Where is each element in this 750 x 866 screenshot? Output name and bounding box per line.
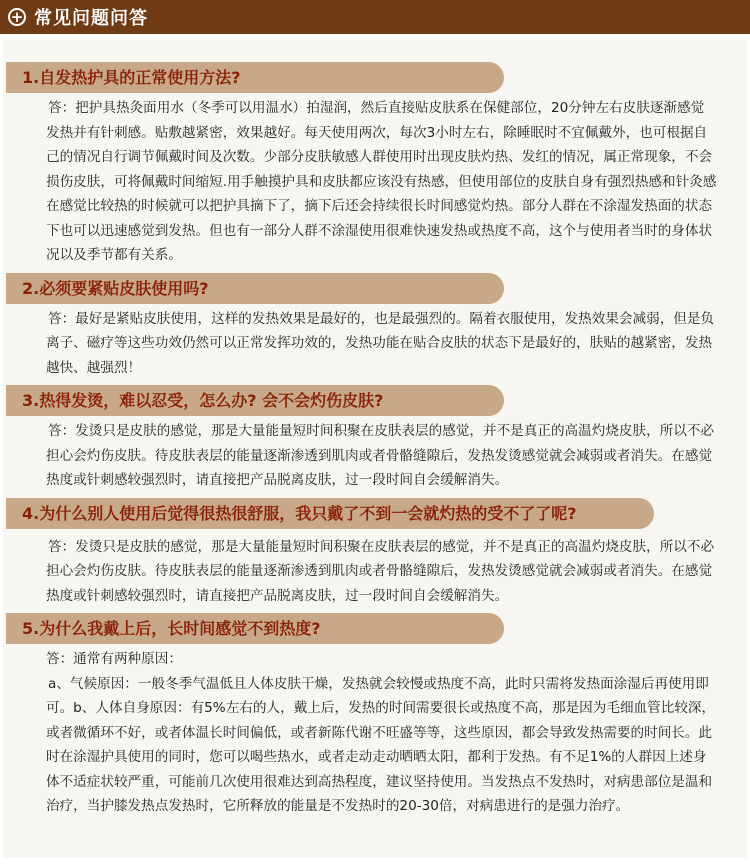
section-title: 常见问题问答 (34, 8, 148, 29)
section-header (0, 0, 750, 34)
faq-answer-1 (3, 93, 747, 273)
faq-question-1: 1.自发热护具的正常使用方法? (6, 62, 504, 93)
faq-answer-2-text: 答：最好是紧贴皮肤使用，这样的发热效果是最好的，也是最强烈的。隔着衣服使用，发热效果会减弱，但是负离子、磁疗等这些功效仍然可以正常发挥功效的，发热功能在贴合皮肤的状态下是最好的，肤贴的越紧密，发热越快、越强烈！ (46, 310, 715, 376)
faq-answer-4-text: 答：发烫只是皮肤的感觉，那是大量能量短时间积聚在皮肤表层的感觉，并不是真正的高温灼烧皮肤，所以不必担心会灼伤皮肤。待皮肤表层的能量逐渐渗透到肌肉或者骨骼缝隙后，发热发烫感觉就会减弱或者消失。在感觉热度或针刺感较强烈时，请直接把产品脱离皮肤，过一段时间自会缓解消失。 (46, 538, 715, 604)
faq-answer-5-text: a、气候原因：一般冬季气温低且人体皮肤干燥，发热就会较慢或热度不高，此时只需将发热面涂湿后再使用即可。b、人体自身原因：有5%左右的人，戴上后，发热的时间需要很长或热度不高，那是因为毛细血管比较深，或者微循环不好，或者体温长时间偏低，或者新陈代谢不旺盛等等，这些原因，都会导致发热需要的时间长。此时在涂湿护具使用的同时，您可以喝些热水，或者走动走动晒晒太阳，都利于发热。有不足1%的人群因上述身体不适症状较严重，可能前几次使用很难达到高热程度，建议坚持使用。当发热点不发热时，对病患部位是温和治疗，当护膝发热点发热时，它所释放的能量是不发热时的20-30倍，对病患进行的是强力治疗。 (46, 675, 716, 814)
faq-question-4: 4.为什么别人使用后觉得很热很舒服，我只戴了不到一会就灼热的受不了了呢? (6, 498, 654, 529)
faq-answer-5-label: 答：通常有两种原因： (46, 651, 182, 667)
faq-answer-2 (3, 304, 747, 386)
faq-question-2: 2.必须要紧贴皮肤使用吗? (6, 273, 504, 304)
plus-circle-icon: + (8, 8, 26, 26)
faq-list (3, 40, 747, 858)
faq-answer-1-text: 答：把护具热灸面用水（冬季可以用温水）拍湿润，然后直接贴皮肤系在保健部位，20分钟左右皮肤逐渐感觉发热并有针刺感。贴敷越紧密，效果越好。每天使用两次，每次3小时左右，除睡眠时不宜佩戴外，也可根据自己的情况自行调节佩戴时间及次数。少部分皮肤敏感人群使用时出现皮肤灼热、发红的情况，属正常现象，不会损伤皮肤，可将佩戴时间缩短.用手触摸护具和皮肤都应该没有热感，但使用部位的皮肤自身有强烈热感和针灸感在感觉比较热的时候就可以把护具摘下了，摘下后还会持续很长时间感觉灼热。部分人群在不涂湿发热面的状态下也可以迅速感觉到发热。但也有一部分人群不涂湿使用很难快速发热或热度不高，这个与使用者当时的身体状况以及季节都有关系。 (46, 100, 717, 263)
faq-answer-5 (3, 644, 747, 824)
faq-answer-3-text: 答：发烫只是皮肤的感觉，那是大量能量短时间积聚在皮肤表层的感觉，并不是真正的高温灼烧皮肤，所以不必担心会灼伤皮肤。待皮肤表层的能量逐渐渗透到肌肉或者骨骼缝隙后，发热发烫感觉就会减弱或者消失。在感觉热度或针刺感较强烈时，请直接把产品脱离皮肤，过一段时间自会缓解消失。 (46, 423, 715, 488)
faq-answer-4 (3, 529, 747, 614)
faq-question-3: 3.热得发烫，难以忍受，怎么办? 会不会灼伤皮肤? (6, 385, 504, 416)
faq-answer-3 (3, 416, 747, 498)
faq-question-5: 5.为什么我戴上后，长时间感觉不到热度? (6, 613, 504, 644)
